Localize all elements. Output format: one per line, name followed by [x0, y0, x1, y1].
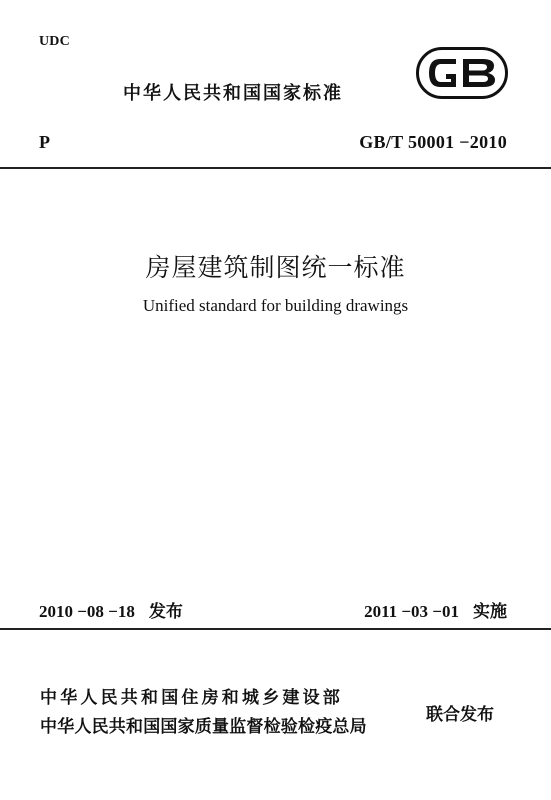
category-letter: P [39, 132, 50, 152]
bottom-divider [0, 628, 551, 630]
top-divider [0, 167, 551, 169]
implementation-date: 2011 −03 −01 [364, 602, 459, 621]
implementation-date-line [364, 597, 507, 622]
issuing-authorities [40, 684, 367, 742]
udc-label: UDC [39, 34, 70, 49]
issue-date: 2010 −08 −18 [39, 602, 135, 621]
issuer-ministry-housing: 中华人民共和国住房和城乡建设部 [40, 688, 343, 708]
issue-date-line [39, 597, 183, 622]
issuer-aqsiq: 中华人民共和国国家质量监督检验检疫总局 [40, 717, 367, 737]
standard-code: GB/T 50001 −2010 [359, 132, 507, 152]
title-chinese: 房屋建筑制图统一标准 [145, 253, 406, 282]
gb-logo [416, 47, 508, 99]
joint-issue-label: 联合发布 [426, 705, 494, 725]
title-english: Unified standard for building drawings [142, 296, 409, 315]
national-standard-heading: 中华人民共和国国家标准 [123, 83, 343, 104]
implementation-label: 实施 [473, 602, 507, 622]
issue-label: 发布 [148, 602, 183, 622]
